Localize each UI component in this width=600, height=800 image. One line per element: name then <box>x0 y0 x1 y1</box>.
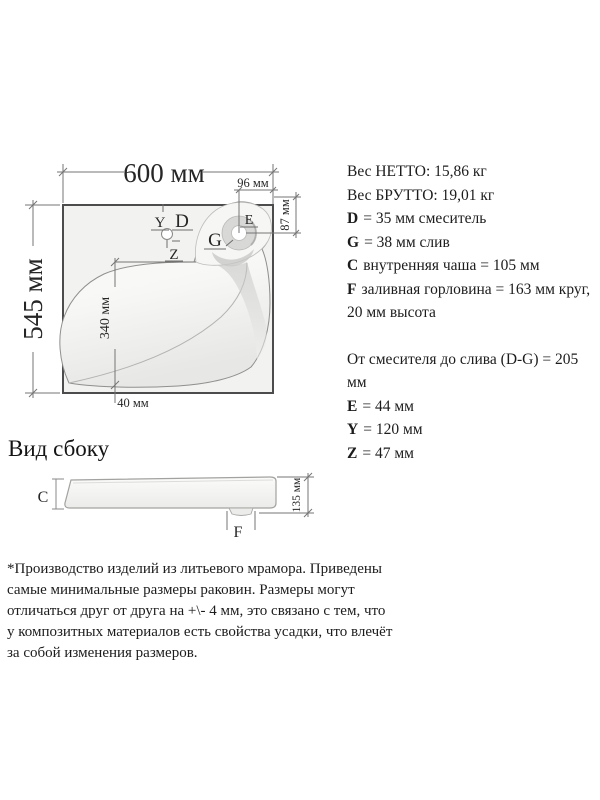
disclaimer-line: самые минимальные размеры раковин. Размеры могут <box>7 582 355 598</box>
disclaimer-line: *Производство изделий из литьевого мрамора. Приведены <box>7 561 382 577</box>
dim-side-height-label: 135 мм <box>291 477 303 513</box>
dim-tip-label: 40 мм <box>117 396 149 410</box>
dim-basin-label: 340 мм <box>98 296 113 340</box>
spec-value-z: = 47 мм <box>362 444 414 462</box>
label-d: D <box>175 211 189 232</box>
spec-line-e <box>347 395 597 419</box>
spec-key-y: Y <box>347 421 359 438</box>
spec-weight-net: Вес НЕТТО: 15,86 кг <box>347 163 487 180</box>
spec-spacer <box>347 325 597 348</box>
dim-drain-top-label: 87 мм <box>278 199 292 231</box>
side-view-neck <box>229 508 253 516</box>
spec-value-g: = 38 мм слив <box>364 233 450 251</box>
spec-line-y <box>347 418 597 442</box>
spec-key-f: F <box>347 280 357 298</box>
label-e: E <box>244 213 254 228</box>
side-label-c: C <box>37 489 49 506</box>
spec-line-c <box>347 254 597 278</box>
spec-key-g: G <box>347 233 360 251</box>
spec-line-f <box>347 278 597 302</box>
dim-drain-right-label: 96 мм <box>237 176 269 190</box>
disclaimer-line: отличаться друг от друга на +\- 4 мм, это связано с тем, что <box>7 603 386 619</box>
label-y: Y <box>154 215 166 231</box>
disclaimer-note <box>7 559 407 664</box>
spec-key-z: Z <box>347 444 358 462</box>
spec-line-f-height: 20 мм высота <box>347 304 436 321</box>
spec-value-y: = 120 мм <box>363 421 423 438</box>
spec-value-e: = 44 мм <box>362 397 414 415</box>
label-z: Z <box>169 247 179 263</box>
disclaimer-line: за собой изменения размеров. <box>7 645 198 661</box>
spec-value-f: заливная горловина = 163 мм круг, <box>361 280 591 298</box>
side-view-heading: Вид сбоку <box>8 436 110 461</box>
spec-line-distance: От смесителя до слива (D-G) = 205 мм <box>347 350 579 391</box>
spec-weight-gross: Вес БРУТТО: 19,01 кг <box>347 186 495 204</box>
side-label-f: F <box>233 524 243 541</box>
disclaimer-line: у композитных материалов есть свойства усадки, что влечёт <box>7 624 393 640</box>
spec-line-d <box>347 207 597 231</box>
spec-value-c: внутренняя чаша = 105 мм <box>363 257 540 274</box>
spec-value-d: = 35 мм смеситель <box>363 210 487 227</box>
label-g: G <box>208 230 222 251</box>
dim-width-label: 600 мм <box>123 158 205 188</box>
spec-key-e: E <box>347 397 358 415</box>
spec-key-d: D <box>347 210 359 227</box>
spec-line-z <box>347 442 597 466</box>
spec-line-g <box>347 231 597 255</box>
spec-key-c: C <box>347 257 359 274</box>
side-c-bracket <box>52 479 64 509</box>
spec-panel <box>347 160 597 465</box>
dim-height-label: 545 мм <box>18 258 48 340</box>
